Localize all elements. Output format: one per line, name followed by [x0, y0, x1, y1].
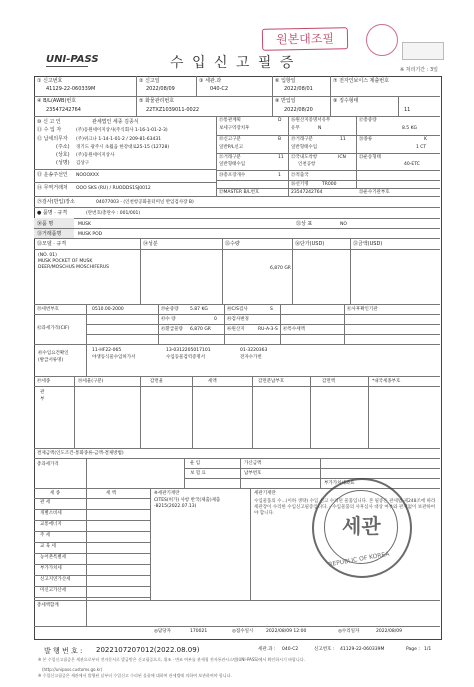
tax-kind-item: 미신고가산세: [40, 588, 67, 593]
accept-value: 2022/08/09 12:00: [266, 629, 307, 634]
vessel-label: ㉖선기명: [291, 182, 309, 187]
decl-no-value: 41129-22-060339M: [46, 86, 96, 92]
tax-col-reduction-code: 감면분납부호: [258, 379, 285, 384]
taxable-price-label: ㊷과세가격(CIF): [37, 326, 70, 331]
corner-mark: [402, 42, 444, 60]
tax-kind-item: 관 세: [40, 500, 51, 505]
decl-date-value: 2022/08/09: [146, 86, 175, 92]
accept-label: ◎접수일시: [232, 629, 254, 634]
decl-type-sub: 일반P/L신고: [219, 145, 244, 150]
tax-kind-item: 농어촌특별세: [40, 555, 67, 560]
composition-label: ㉞성분: [143, 241, 158, 247]
tax-kind-divider: [34, 564, 150, 565]
tax-col-kind: ㊾세종: [37, 379, 51, 384]
page-value: 1/1: [424, 647, 432, 652]
company-label: (상호): [56, 152, 70, 158]
payment-amount-label: 결제금액(인도조건-통화종류-금액-결제방법): [37, 451, 124, 456]
tax-kind-item: 신고지연가산세: [40, 577, 71, 582]
footnote-2: (http://unipass.customs.go.kr): [42, 667, 103, 672]
issue-number-label: 발 행 번 호 :: [44, 647, 83, 655]
decl-date-label: ② 신고일: [139, 78, 160, 84]
trade-class-value: 11: [278, 155, 284, 160]
hs-code-value: 0510.00-2000: [92, 307, 124, 312]
seal-center-text: 세관: [342, 514, 381, 538]
tax-col-reduction: 감면율: [150, 379, 164, 384]
cargo-mgmt-label: ⑤ 화물관리번호: [139, 98, 175, 104]
kind-sub: 1 CT: [416, 145, 427, 150]
carry-in-value: 2022/08/20: [284, 107, 313, 113]
bl-no-label: ④ B/L(AWB)번호: [37, 98, 77, 104]
kind-value: K: [424, 137, 427, 142]
trade-name-label: ㉛거래품명: [37, 231, 62, 237]
bottom-decl-no-label: 신고번호 :: [314, 647, 335, 652]
total-taxable-label: 총과세가격: [37, 462, 59, 467]
amount-label: ㊲금액(USD): [353, 241, 383, 247]
kind-label: ⑳종류: [359, 137, 373, 142]
inspect-change-label: ㊹검사변경: [227, 317, 249, 322]
trade-type-value: 11: [340, 137, 346, 142]
document-title: 수 입 신 고 필 증: [170, 55, 296, 71]
vat-base-label: 부가가치세과표: [324, 481, 355, 486]
requirement-2-no: 13-0312205017101: [166, 348, 211, 353]
clearance-plan-sub: 보세구역장치후: [219, 126, 250, 131]
tax-row-vat: 부: [40, 397, 45, 402]
tax-col-internal: *내국세종부호: [372, 379, 401, 384]
net-weight-value: 5.87 KG: [190, 307, 208, 312]
name-value: 김상구: [76, 161, 90, 166]
origin-cert-sub: 유무: [291, 126, 300, 131]
customs-remarks-title: 세관기재란: [254, 491, 276, 496]
supplier-value: OOO SKS (RU) / RUODDS1SJ0012: [76, 186, 151, 191]
quantity-value: 6,870 GR: [270, 266, 291, 271]
arrival-date-value: 2022/08/01: [284, 86, 313, 92]
decl-no-label: ① 신고번호: [37, 78, 63, 84]
brand-value: NO: [340, 222, 347, 227]
importer-label: ⑪ 수 입 자: [37, 127, 62, 133]
package-count-label: ㉔총포장개수: [219, 173, 246, 178]
model-spec-value: (NO. 01) MUSK POCKET OF MUSK DEER/MOSCHUS MOSCHIFERUS: [38, 253, 110, 270]
origin-label: ㊻원산지: [227, 327, 245, 332]
tax-kind-divider: [34, 520, 150, 521]
requirement-3-no: 01-3220363: [240, 348, 268, 353]
supplier-label: ⑭ 무역거래처: [37, 185, 68, 191]
forwarder-label: ⑬ 운송주선인: [37, 172, 68, 178]
transport-code-label: ㉘운수기관부호: [359, 190, 390, 195]
address-value: 경기도 광주시 초월읍 한강대로25-15 (12728): [76, 145, 170, 150]
origin-value: RU-A-3-S: [258, 327, 278, 332]
arrival-port-value: ICN: [338, 155, 346, 160]
item-header-value: (란번호/총란수 : 001/001): [86, 211, 141, 216]
tax-col-amount: 세액: [208, 379, 217, 384]
transport-value: 40-ETC: [404, 162, 420, 167]
tax-kind-divider: [34, 553, 150, 554]
origin-cert-value: N: [318, 126, 322, 131]
tax-kind-divider: [34, 597, 150, 598]
importer-value: (주)동원세이지상사(주식회사 1-16-1-01-2-3): [76, 128, 168, 133]
customs-div-value: 040-C2: [210, 86, 229, 92]
tax-kind-divider: [34, 575, 150, 576]
collection-type-value: 11: [404, 107, 411, 113]
refund-weight-value: 6,870 GR: [190, 327, 211, 332]
vessel-value: TR000: [322, 182, 337, 187]
customs-remarks-value: 수입물품의 수...(이하 생략) 수입 신고 수리된 물품입니다. 본 필증은 관세법 제248조에 따라 세관장이 수리한 수입신고필증입니다. - 수입물품의 사후심사 대상 여부와 관계없이 보관하여야 합니다.: [254, 499, 436, 516]
taxpayer-value: (주)위크나 1-14-1-01-2 / 209-81-63431: [76, 137, 162, 142]
bottom-decl-no-value: 41129-22-060339M: [340, 647, 385, 652]
cs-check-value: S: [270, 307, 273, 312]
cargo-mgmt-value: 22TXZ1039011-0022: [146, 107, 200, 113]
tax-row-duty: 관: [40, 390, 45, 395]
brand-label: ㉜상 표: [296, 221, 313, 227]
customs-notes-value: CITES(허가) 사항 반국(제출)제출 -8215(2022.07.13): [154, 498, 221, 509]
export-country-label: ㉕적출국: [291, 173, 309, 178]
trade-type-label: ⑲거래구분: [291, 137, 313, 142]
taxpayer-label: ⑫ 납세의무자: [37, 136, 68, 142]
seal-ring-text: REPUBLIC OF KOREA: [327, 550, 390, 569]
collection-type-label: ⑨ 징수형태: [333, 98, 359, 104]
arrival-port-sub: 인천공항: [298, 162, 316, 167]
item-header-label: ● 품명 · 규격: [37, 210, 68, 216]
product-name-value: MUSK: [78, 222, 91, 227]
requirement-1-no: 11-HF22-065: [92, 348, 122, 353]
customs-seal-icon: [312, 478, 412, 578]
refund-weight-label: ㊺환급물량: [161, 327, 183, 332]
tax-kind-divider: [34, 542, 150, 543]
tax-kind-divider: [34, 586, 150, 587]
original-copy-stamp: [262, 27, 348, 50]
acceptance-date-label: ◎수리일자: [338, 629, 360, 634]
insurance-label: 보 험 료: [190, 471, 206, 476]
footnote-1: ※ 본 수입신고필증은 세관으로부터 전자문서로 발급받은 신고필증으로, 위조 · 변조 여부를 관세청 전자통관시스템(UNI-PASS)에서 확인하시기 바랍니다.: [38, 657, 305, 662]
gross-weight-label: ⑰총중량: [359, 118, 377, 123]
tax-qty-value: 0: [214, 317, 217, 322]
tax-list-kind-header: 세 종: [50, 491, 61, 496]
tax-kind-item: 개별소비세: [40, 511, 62, 516]
hs-code-label: ㊳세번부호: [37, 307, 59, 312]
footnote-3: ※ 수입신고필증은 세관에서 발행된 날부터 수입신고 수리된 물품에 대하여 관세법에 의하여 보관하여야 합니다.: [38, 673, 232, 678]
tax-kind-item: 교통에너지: [40, 522, 62, 527]
tax-kind-item: 교 육 세: [40, 544, 56, 549]
tax-kind-divider: [34, 509, 150, 510]
cs-check-label: ㊵C/S검사: [227, 307, 248, 312]
processing-note: ※ 처리기간 : 3일: [400, 67, 438, 73]
net-weight-label: ㊴순중량: [161, 307, 179, 312]
decl-type-label: ⑱신고구분: [219, 137, 241, 142]
tax-kind-item: 주 세: [40, 533, 51, 538]
acceptance-date-value: 2022/08/09: [376, 629, 402, 634]
add-amount-label: 가산금액: [244, 461, 262, 466]
model-spec-label: ㉝모델 · 규격: [37, 241, 67, 247]
trade-type-sub: 일반형태수입: [291, 145, 318, 150]
customs-div-label: ③ 세관.과: [199, 78, 222, 84]
round-stamp-icon: [366, 24, 398, 56]
arrival-date-label: ⑥ 입항일: [275, 78, 296, 84]
quantity-label: ㉟수량: [225, 241, 240, 247]
gross-weight-value: 8.5 KG: [402, 126, 418, 131]
name-label: (성명): [56, 160, 70, 166]
inspection-place-value: 04077003 - (인천항공화물터미널 반입검사장 B): [96, 200, 194, 205]
master-bl-label: ㉗MASTER B/L번호: [219, 190, 260, 195]
payment-no-label: 납부번호: [244, 471, 262, 476]
clearance-plan-value: D: [278, 118, 282, 123]
tax-kind-item: 부가가치세: [40, 566, 62, 571]
company-value: (주)동원세이지상사: [76, 153, 115, 158]
tax-list-amount-header: 세 액: [106, 491, 117, 496]
requirement-3-doc: 전자수가번: [240, 355, 262, 360]
master-bl-value: 23547242764: [291, 190, 323, 195]
trade-class-label: ㉑거래구분: [219, 155, 241, 160]
tax-col-reduction-amount: 감면액: [322, 379, 336, 384]
freight-label: 운 임: [190, 461, 201, 466]
product-name-label: ㉚품 명: [37, 221, 54, 227]
tax-qty-label: ㊸수 량: [161, 317, 176, 322]
origin-cert-label: ⑯원산지증명서유무: [291, 118, 331, 123]
officer-value: 170021: [190, 629, 208, 634]
inspection-place-label: ㉙검사(반입)장소: [37, 199, 75, 205]
e-invoice-label: ⑦ 전자인보이스 제출번호: [333, 78, 389, 84]
trade-class-sub: 일반형태수입: [219, 162, 246, 167]
package-count-value: 1: [278, 173, 281, 178]
officer-label: ◎담당자: [154, 629, 171, 634]
page-label: Page :: [406, 647, 420, 652]
declarant-label: ⑩ 신 고 인: [37, 119, 61, 125]
customs-office-value: 040-C2: [282, 647, 299, 652]
requirement-1-doc: 야생동식물수입허가서: [92, 355, 136, 360]
logo-underline: [46, 66, 88, 67]
total-tax-label: 총세액합계: [37, 603, 59, 608]
arrival-port-label: ㉒국내도착항: [291, 155, 318, 160]
tax-kind-divider: [34, 531, 150, 532]
declarant-value: 관세법인 세종 김종식: [92, 119, 139, 125]
forwarder-value: NOOOXXX: [76, 173, 99, 178]
after-check-label: ㊶사후확인기관: [347, 307, 378, 312]
carry-in-label: ⑧ 반입일: [275, 98, 296, 104]
issue-number-value: 2022107207012(2022.08.09): [96, 646, 200, 654]
requirement-label: ㊽수입요건확인 (발급서류명): [38, 351, 69, 363]
customs-office-label: 세관.과 :: [258, 647, 276, 652]
tax-col-rate: ㊿세율(구분): [78, 379, 104, 384]
customs-notes-title: ※세관기재란: [154, 491, 180, 496]
unit-price-label: ㊱단가(USD): [295, 241, 325, 247]
transport-label: ㉓운송형태: [359, 155, 381, 160]
unipass-logo: UNI-PASS: [46, 54, 99, 65]
bl-no-value: 23547242764: [46, 107, 81, 113]
clearance-plan-label: ⑮통관계획: [219, 118, 241, 123]
requirement-2-doc: 수입동물검역증명서: [166, 355, 206, 360]
trade-name-value: MUSK POD: [78, 232, 103, 237]
decl-type-value: B: [278, 137, 282, 142]
address-label: (주소): [56, 144, 70, 150]
stamp-text: 원본대조필: [275, 31, 335, 47]
special-tax-label: ㊼특수세액: [283, 327, 305, 332]
